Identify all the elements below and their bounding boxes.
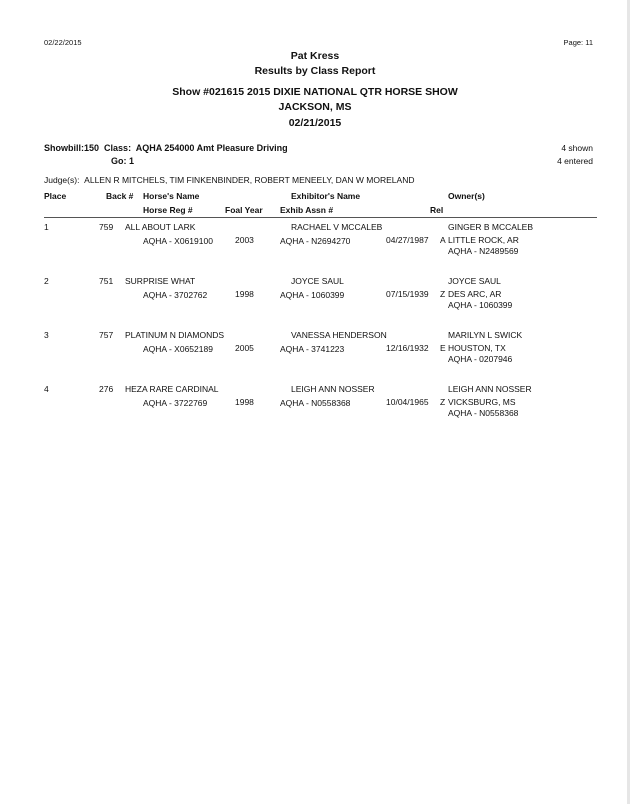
- exhibitor-name: RACHAEL V MCCALEB: [291, 222, 383, 232]
- show-date: 02/21/2015: [288, 117, 342, 129]
- relation-code: Z: [440, 289, 446, 299]
- exhib-assn: AQHA - 3741223: [280, 344, 345, 354]
- horse-reg: AQHA - 3722769: [143, 398, 208, 408]
- horse-name: PLATINUM N DIAMONDS: [125, 330, 225, 340]
- class-name: AQHA 254000 Amt Pleasure Driving: [135, 143, 288, 153]
- showbill-label: Showbill:: [44, 143, 84, 153]
- report-title: Results by Class Report: [254, 65, 376, 77]
- foal-year: 1998: [235, 397, 254, 407]
- shown-count: 4 shown: [561, 143, 593, 153]
- go-line: [111, 156, 134, 166]
- place: 1: [44, 222, 49, 232]
- col-exhibitor-name: Exhibitor's Name: [291, 191, 361, 201]
- exhib-assn: AQHA - N0558368: [280, 398, 351, 408]
- show-location: JACKSON, MS: [278, 101, 352, 113]
- show-title: Show #021615 2015 DIXIE NATIONAL QTR HORSE SHOW: [172, 86, 458, 98]
- owner-city: DES ARC, AR: [448, 289, 502, 299]
- owner-assn: AQHA - N2489569: [448, 246, 519, 256]
- owner-name: GINGER B MCCALEB: [448, 222, 534, 232]
- owner-name: LEIGH ANN NOSSER: [448, 384, 532, 394]
- place: 3: [44, 330, 49, 340]
- judges-line: [44, 175, 414, 185]
- exhib-assn: AQHA - 1060399: [280, 290, 345, 300]
- foal-year: 1998: [235, 289, 254, 299]
- horse-name: ALL ABOUT LARK: [125, 222, 196, 232]
- owner-name: MARILYN L SWICK: [448, 330, 523, 340]
- entered-count: 4 entered: [557, 156, 593, 166]
- horse-reg: AQHA - X0652189: [143, 344, 213, 354]
- relation-code: E: [440, 343, 446, 353]
- page-number: Page: 11: [563, 38, 593, 47]
- showbill-number: 150: [84, 143, 100, 153]
- go-label: Go:: [111, 156, 127, 166]
- col-back: Back #: [106, 191, 134, 201]
- col-horse-name: Horse's Name: [143, 191, 200, 201]
- exhib-assn: AQHA - N2694270: [280, 236, 351, 246]
- place: 4: [44, 384, 49, 394]
- judges-list: ALLEN R MITCHELS, TIM FINKENBINDER, ROBERT MENEELY, DAN W MORELAND: [84, 175, 415, 185]
- horse-name: SURPRISE WHAT: [125, 276, 196, 286]
- owner-city: HOUSTON, TX: [448, 343, 506, 353]
- back-number: 276: [99, 384, 114, 394]
- horse-reg: AQHA - 3702762: [143, 290, 208, 300]
- horse-reg: AQHA - X0619100: [143, 236, 213, 246]
- owner-assn: AQHA - N0558368: [448, 408, 519, 418]
- exhibitor-name: VANESSA HENDERSON: [291, 330, 387, 340]
- exhibitor-birthdate: 07/15/1939: [386, 289, 429, 299]
- class-info-line: [44, 143, 288, 153]
- back-number: 759: [99, 222, 114, 232]
- print-date: 02/22/2015: [44, 38, 82, 47]
- judges-label: Judge(s):: [44, 175, 80, 185]
- col-place: Place: [44, 191, 67, 201]
- header-divider: [44, 217, 597, 218]
- col-owners: Owner(s): [448, 191, 485, 201]
- exhibitor-birthdate: 04/27/1987: [386, 235, 429, 245]
- back-number: 751: [99, 276, 114, 286]
- relation-code: A: [440, 235, 446, 245]
- horse-name: HEZA RARE CARDINAL: [125, 384, 219, 394]
- class-label: Class:: [104, 143, 132, 153]
- col-foal-year: Foal Year: [225, 205, 263, 215]
- place: 2: [44, 276, 49, 286]
- back-number: 757: [99, 330, 114, 340]
- owner-city: LITTLE ROCK, AR: [448, 235, 519, 245]
- col-rel: Rel: [430, 205, 444, 215]
- report-owner-name: Pat Kress: [290, 50, 340, 62]
- owner-assn: AQHA - 0207946: [448, 354, 513, 364]
- col-exhib-assn: Exhib Assn #: [280, 205, 334, 215]
- relation-code: Z: [440, 397, 446, 407]
- foal-year: 2003: [235, 235, 254, 245]
- owner-name: JOYCE SAUL: [448, 276, 501, 286]
- exhibitor-birthdate: 10/04/1965: [386, 397, 429, 407]
- foal-year: 2005: [235, 343, 254, 353]
- exhibitor-name: JOYCE SAUL: [291, 276, 344, 286]
- col-horse-reg: Horse Reg #: [143, 205, 193, 215]
- exhibitor-birthdate: 12/16/1932: [386, 343, 429, 353]
- owner-assn: AQHA - 1060399: [448, 300, 513, 310]
- owner-city: VICKSBURG, MS: [448, 397, 516, 407]
- go-number: 1: [129, 156, 135, 166]
- exhibitor-name: LEIGH ANN NOSSER: [291, 384, 375, 394]
